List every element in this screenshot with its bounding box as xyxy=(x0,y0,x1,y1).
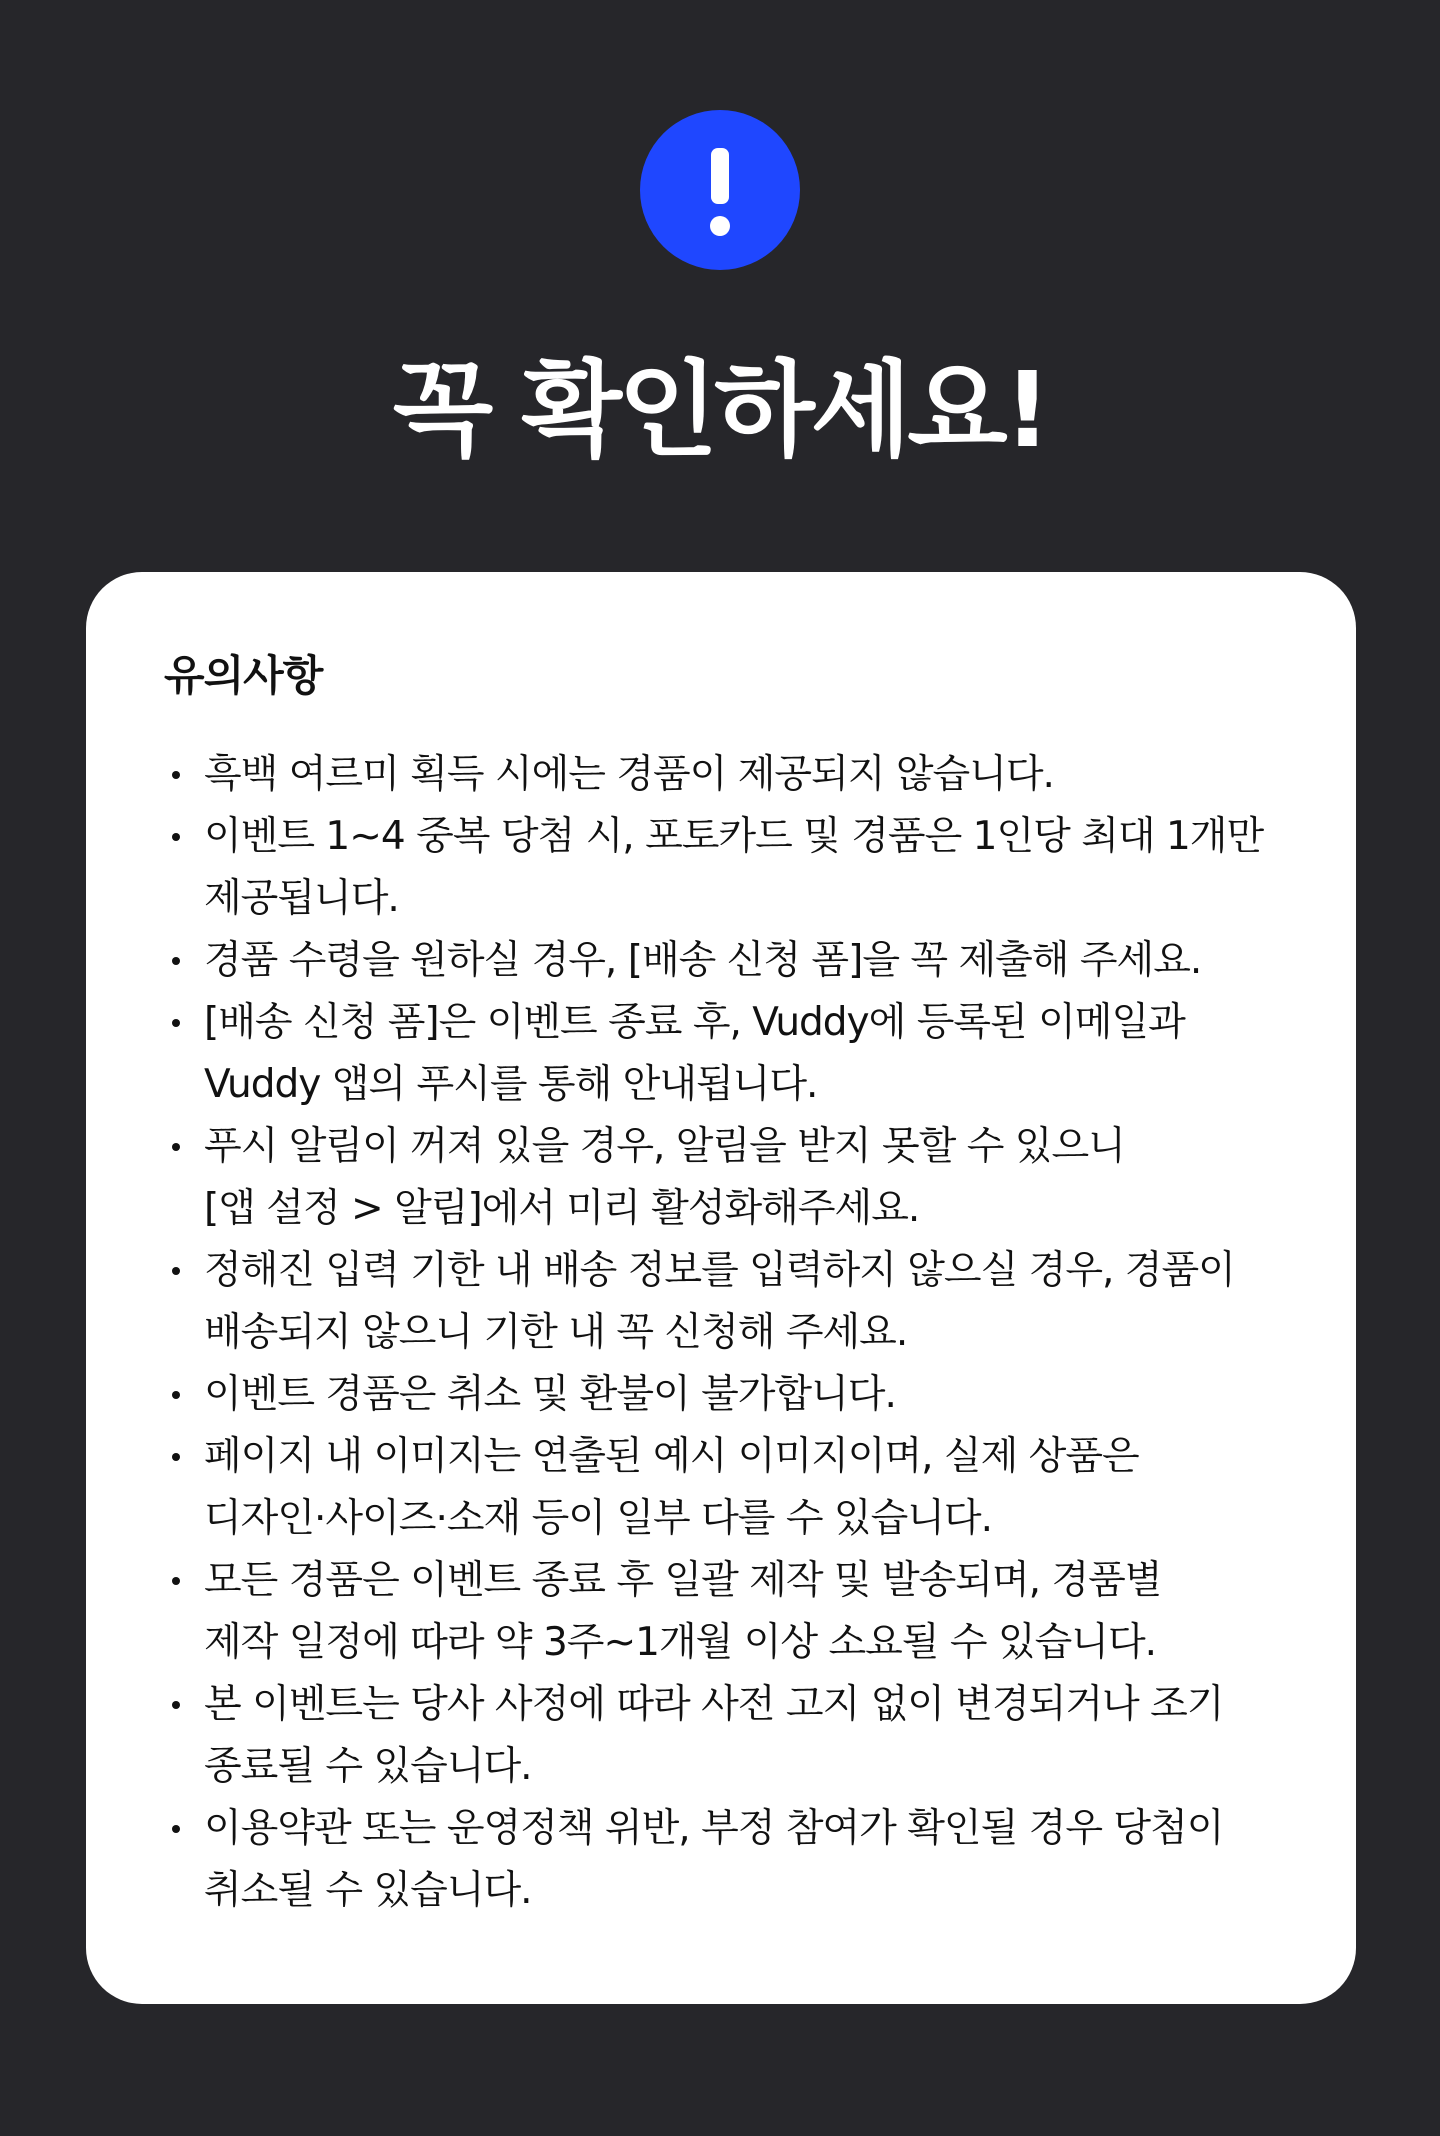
notice-item-text: 흑백 여르미 획득 시에는 경품이 제공되지 않습니다. xyxy=(204,752,1054,797)
bullet-icon xyxy=(172,1391,180,1399)
bullet-icon xyxy=(172,1701,180,1709)
notice-card-title: 유의사항 xyxy=(164,651,323,700)
notice-list xyxy=(164,744,1276,1922)
notice-item xyxy=(164,806,1276,930)
bullet-icon xyxy=(172,1267,180,1275)
notice-item xyxy=(164,1426,1276,1550)
notice-item-text: 본 이벤트는 당사 사정에 따라 사전 고지 없이 변경되거나 조기 종료될 수 있습니다. xyxy=(204,1682,1224,1789)
bullet-icon xyxy=(172,771,180,779)
bullet-icon xyxy=(172,1019,180,1027)
bullet-icon xyxy=(172,957,180,965)
bullet-icon xyxy=(172,1143,180,1151)
notice-item-text: 푸시 알림이 꺼져 있을 경우, 알림을 받지 못할 수 있으니 [앱 설정 > 알림]에서 미리 활성화해주세요. xyxy=(204,1124,1125,1231)
notice-item xyxy=(164,1550,1276,1674)
notice-card xyxy=(86,572,1356,2004)
bullet-icon xyxy=(172,1825,180,1833)
notice-item xyxy=(164,930,1276,992)
notice-item-text: 이벤트 경품은 취소 및 환불이 불가합니다. xyxy=(204,1372,896,1417)
notice-item-text: 이벤트 1~4 중복 당첨 시, 포토카드 및 경품은 1인당 최대 1개만 제공됩니다. xyxy=(204,814,1264,921)
notice-item xyxy=(164,992,1276,1116)
exclamation-glyph xyxy=(640,110,800,270)
bullet-icon xyxy=(172,1577,180,1585)
notice-item-text: 이용약관 또는 운영정책 위반, 부정 참여가 확인될 경우 당첨이 취소될 수 있습니다. xyxy=(204,1806,1224,1913)
notice-item xyxy=(164,744,1276,806)
notice-item-text: 경품 수령을 원하실 경우, [배송 신청 폼]을 꼭 제출해 주세요. xyxy=(204,938,1202,983)
notice-item-text: 모든 경품은 이벤트 종료 후 일괄 제작 및 발송되며, 경품별 제작 일정에 따라 약 3주~1개월 이상 소요될 수 있습니다. xyxy=(204,1558,1162,1665)
notice-item xyxy=(164,1674,1276,1798)
notice-item-text: [배송 신청 폼]은 이벤트 종료 후, Vuddy에 등록된 이메일과 Vuddy 앱의 푸시를 통해 안내됩니다. xyxy=(204,1000,1185,1107)
exclamation-icon xyxy=(640,110,800,270)
notice-item xyxy=(164,1116,1276,1240)
notice-item xyxy=(164,1798,1276,1922)
notice-item xyxy=(164,1240,1276,1364)
notice-item-text: 정해진 입력 기한 내 배송 정보를 입력하지 않으실 경우, 경품이 배송되지 않으니 기한 내 꼭 신청해 주세요. xyxy=(204,1248,1235,1355)
bullet-icon xyxy=(172,1453,180,1461)
bullet-icon xyxy=(172,833,180,841)
notice-item xyxy=(164,1364,1276,1426)
notice-item-text: 페이지 내 이미지는 연출된 예시 이미지이며, 실제 상품은 디자인·사이즈·소재 등이 일부 다를 수 있습니다. xyxy=(204,1434,1139,1541)
page-title: 꼭 확인하세요! xyxy=(392,349,1048,471)
